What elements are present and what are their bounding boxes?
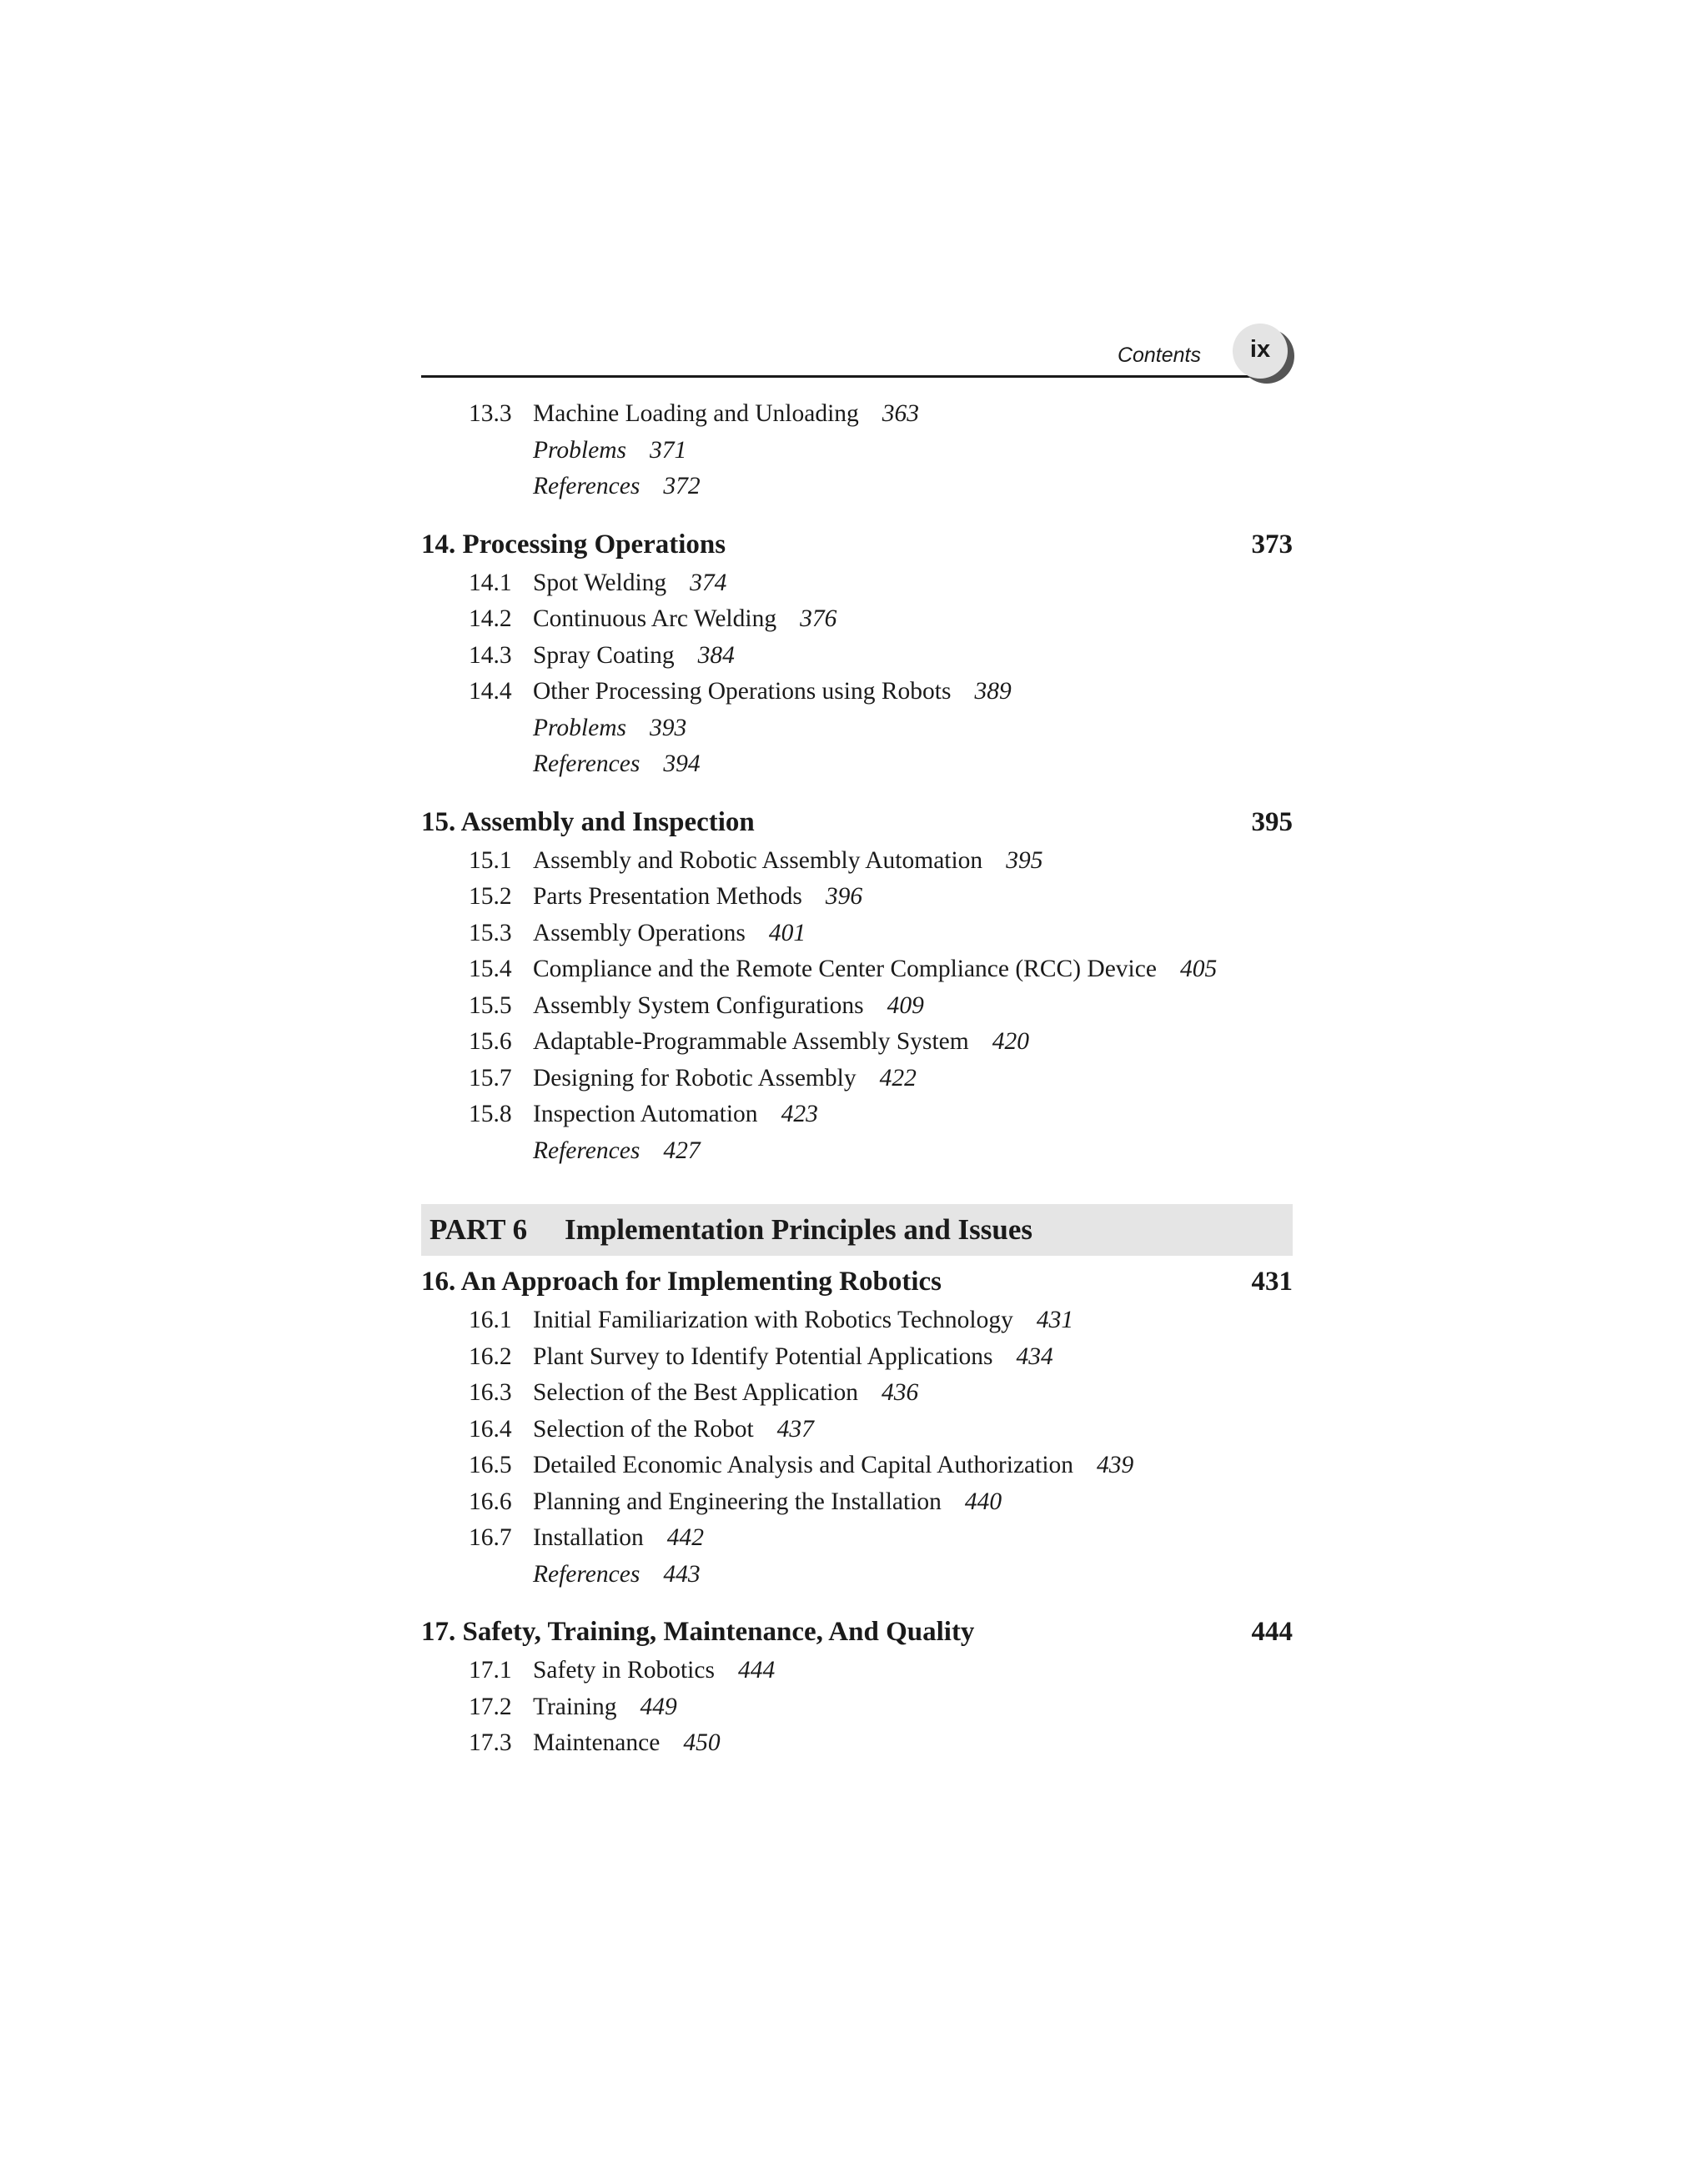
toc-section[interactable] xyxy=(421,1653,1293,1689)
section-number: 16.2 xyxy=(469,1342,512,1370)
section-number: 14.3 xyxy=(469,641,512,669)
section-page: 450 xyxy=(683,1729,721,1756)
section-number: 14.2 xyxy=(469,605,512,632)
section-page: 395 xyxy=(1006,846,1043,874)
toc-section[interactable] xyxy=(421,674,1293,710)
extra-title: References xyxy=(533,473,640,499)
section-page: 431 xyxy=(1036,1307,1074,1333)
toc-section[interactable] xyxy=(421,1412,1293,1448)
chapter-page: 431 xyxy=(1251,1267,1293,1297)
section-number: 15.2 xyxy=(469,883,512,910)
section-title: Selection of the Best Application xyxy=(533,1379,858,1406)
chapter-17 xyxy=(421,1611,1293,1762)
section-number: 14.1 xyxy=(469,569,512,596)
extra-title: References xyxy=(533,1137,640,1164)
section-page: 374 xyxy=(690,569,727,596)
section-number: 17.3 xyxy=(469,1729,512,1756)
toc-extra[interactable] xyxy=(421,746,1293,783)
toc-section[interactable] xyxy=(421,879,1293,916)
section-number: 16.3 xyxy=(469,1379,512,1406)
chapter-title: 16. An Approach for Implementing Robotics xyxy=(421,1267,942,1297)
section-title: Compliance and the Remote Center Compliance (RCC) Device xyxy=(533,956,1157,982)
section-title: Installation xyxy=(533,1524,644,1551)
section-number: 16.5 xyxy=(469,1452,512,1478)
toc-section[interactable] xyxy=(421,1484,1293,1521)
section-page: 442 xyxy=(666,1524,704,1551)
section-title: Other Processing Operations using Robots xyxy=(533,678,952,705)
chapter-title: 15. Assembly and Inspection xyxy=(421,806,755,837)
section-title: Assembly and Robotic Assembly Automation xyxy=(533,846,983,874)
running-header xyxy=(421,324,1293,379)
chapter-page: 444 xyxy=(1251,1617,1293,1647)
section-title: Spot Welding xyxy=(533,569,667,596)
section-page: 440 xyxy=(964,1488,1002,1515)
section-title: Selection of the Robot xyxy=(533,1415,754,1443)
section-title: Adaptable-Programmable Assembly System xyxy=(533,1028,969,1055)
toc-section[interactable] xyxy=(421,1061,1293,1097)
extra-title: References xyxy=(533,1560,640,1588)
section-title: Maintenance xyxy=(533,1729,661,1756)
section-title: Designing for Robotic Assembly xyxy=(533,1064,857,1092)
extra-title: Problems xyxy=(533,436,626,464)
section-number: 15.8 xyxy=(469,1101,512,1127)
toc-section[interactable] xyxy=(421,1302,1293,1339)
section-title: Machine Loading and Unloading xyxy=(533,400,859,427)
section-title: Detailed Economic Analysis and Capital Authorization xyxy=(533,1452,1074,1478)
chapter-heading[interactable] xyxy=(421,1611,1293,1653)
toc-extra[interactable] xyxy=(421,710,1293,747)
extra-page: 394 xyxy=(663,750,701,777)
toc-section[interactable] xyxy=(421,843,1293,880)
part-label: PART 6 xyxy=(430,1213,528,1246)
chapter-title: 14. Processing Operations xyxy=(421,529,726,560)
section-page: 436 xyxy=(881,1379,919,1406)
table-of-contents xyxy=(421,396,1293,1762)
section-page: 422 xyxy=(879,1064,917,1092)
section-page: 444 xyxy=(737,1657,776,1684)
section-number: 15.4 xyxy=(469,956,512,982)
chapter-title: 17. Safety, Training, Maintenance, And Quality xyxy=(421,1617,975,1647)
toc-extra[interactable] xyxy=(421,1133,1293,1170)
running-header-label: Contents xyxy=(1117,344,1201,367)
toc-section[interactable] xyxy=(421,1339,1293,1376)
chapter-heading[interactable] xyxy=(421,801,1293,843)
chapter-page: 395 xyxy=(1251,806,1293,837)
section-page: 396 xyxy=(825,883,863,910)
section-title: Continuous Arc Welding xyxy=(533,605,777,632)
section-number: 14.4 xyxy=(469,678,512,705)
chapter-15 xyxy=(421,801,1293,1170)
extra-title: Problems xyxy=(533,714,626,741)
section-page: 384 xyxy=(697,641,735,669)
toc-section[interactable] xyxy=(421,1448,1293,1484)
section-number: 16.1 xyxy=(469,1307,512,1333)
section-page: 376 xyxy=(800,605,837,632)
section-page: 363 xyxy=(882,400,920,427)
section-title: Planning and Engineering the Installation xyxy=(533,1488,942,1515)
header-rule xyxy=(421,375,1255,378)
section-page: 405 xyxy=(1179,956,1218,982)
extra-title: References xyxy=(533,750,640,777)
toc-extra[interactable] xyxy=(421,1557,1293,1593)
section-page: 423 xyxy=(781,1101,818,1127)
toc-section[interactable] xyxy=(421,1024,1293,1061)
section-title: Initial Familiarization with Robotics Technology xyxy=(533,1307,1013,1333)
extra-page: 393 xyxy=(649,714,687,741)
section-title: Spray Coating xyxy=(533,641,675,669)
section-title: Training xyxy=(533,1693,617,1720)
section-title: Parts Presentation Methods xyxy=(533,883,802,910)
chapter-heading[interactable] xyxy=(421,524,1293,565)
chapter-14 xyxy=(421,524,1293,783)
toc-section[interactable] xyxy=(421,1520,1293,1557)
section-page: 420 xyxy=(992,1028,1029,1055)
toc-extra[interactable] xyxy=(421,469,1293,505)
section-title: Safety in Robotics xyxy=(533,1657,715,1684)
toc-section[interactable] xyxy=(421,1689,1293,1726)
toc-section[interactable] xyxy=(421,988,1293,1025)
part-title: Implementation Principles and Issues xyxy=(565,1213,1033,1246)
toc-section[interactable] xyxy=(421,1725,1293,1762)
section-number: 16.7 xyxy=(469,1524,512,1551)
chapter-heading[interactable] xyxy=(421,1261,1293,1302)
section-page: 437 xyxy=(776,1415,814,1443)
toc-section[interactable] xyxy=(421,951,1293,988)
toc-section[interactable] xyxy=(421,1375,1293,1412)
section-page: 409 xyxy=(887,991,924,1019)
section-page: 389 xyxy=(974,678,1012,705)
section-number: 17.1 xyxy=(469,1657,512,1684)
section-number: 15.7 xyxy=(469,1064,512,1092)
section-page: 401 xyxy=(768,919,806,946)
page-number-badge: ix xyxy=(1233,324,1288,379)
section-number: 13.3 xyxy=(469,400,512,427)
section-number: 15.6 xyxy=(469,1028,512,1055)
section-number: 16.4 xyxy=(469,1415,512,1443)
toc-section[interactable] xyxy=(421,601,1293,638)
section-page: 434 xyxy=(1016,1342,1053,1370)
extra-page: 443 xyxy=(663,1560,701,1588)
chapter-13-tail xyxy=(421,396,1293,505)
toc-extra[interactable] xyxy=(421,433,1293,469)
section-number: 15.1 xyxy=(469,846,512,874)
extra-page: 372 xyxy=(663,473,701,499)
extra-page: 371 xyxy=(649,436,687,464)
toc-section[interactable] xyxy=(421,565,1293,602)
toc-section[interactable] xyxy=(421,638,1293,675)
chapter-page: 373 xyxy=(1251,529,1293,560)
toc-section[interactable] xyxy=(421,396,1293,433)
section-title: Assembly Operations xyxy=(533,919,746,946)
chapter-16 xyxy=(421,1261,1293,1593)
section-page: 449 xyxy=(640,1693,677,1720)
section-number: 15.5 xyxy=(469,991,512,1019)
section-number: 15.3 xyxy=(469,919,512,946)
section-page: 439 xyxy=(1097,1452,1134,1478)
toc-section[interactable] xyxy=(421,1097,1293,1133)
section-number: 16.6 xyxy=(469,1488,512,1515)
section-title: Assembly System Configurations xyxy=(533,991,864,1019)
section-number: 17.2 xyxy=(469,1693,512,1720)
extra-page: 427 xyxy=(663,1137,701,1164)
toc-section[interactable] xyxy=(421,916,1293,952)
section-title: Inspection Automation xyxy=(533,1101,758,1127)
section-title: Plant Survey to Identify Potential Applications xyxy=(533,1342,993,1370)
part-banner[interactable] xyxy=(421,1204,1293,1256)
